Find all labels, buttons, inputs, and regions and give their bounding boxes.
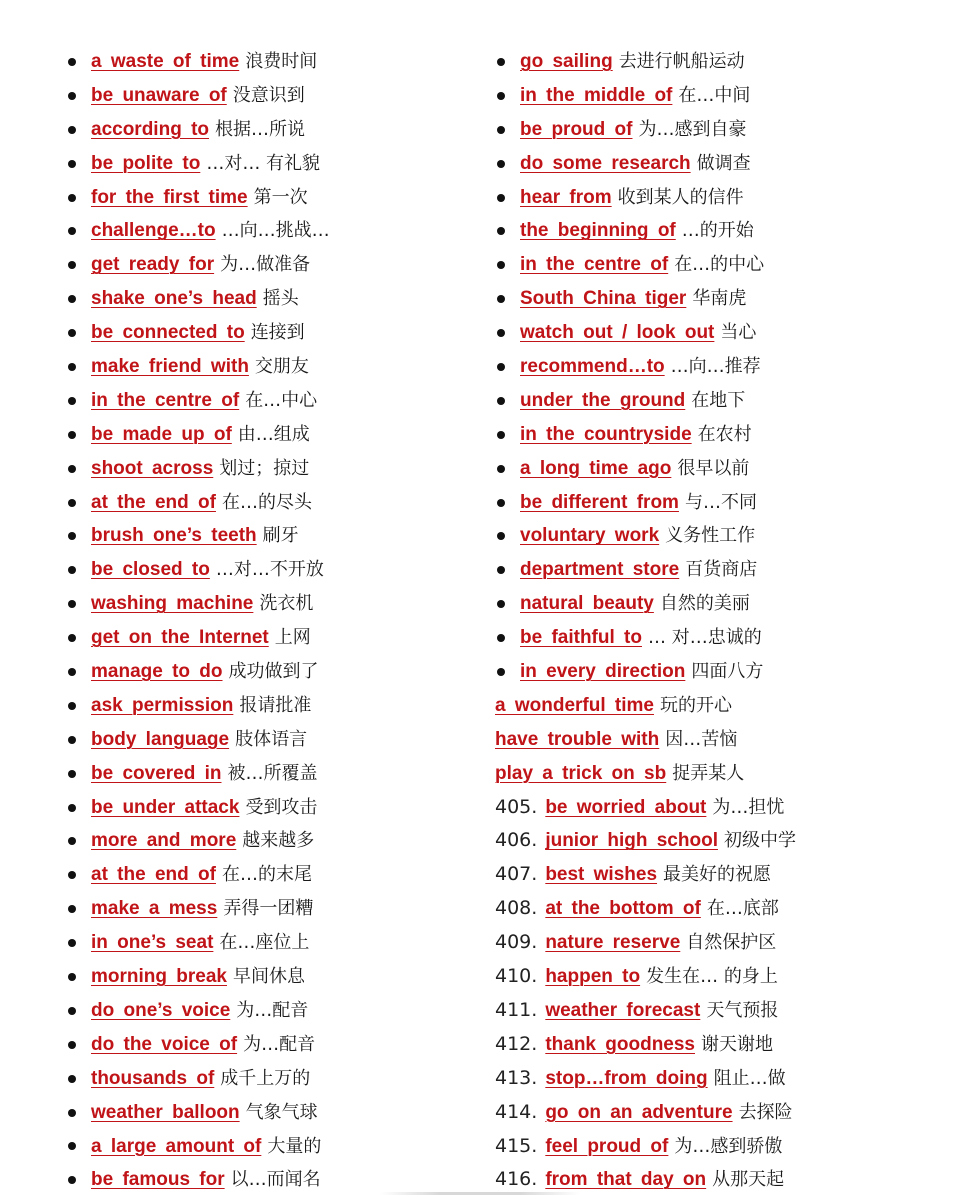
chinese-meaning: 谢天谢地: [701, 1033, 773, 1055]
english-phrase: watch out / look out: [520, 322, 715, 344]
english-phrase: happen to: [545, 966, 641, 988]
phrase-entry: [495, 757, 955, 791]
phrase-entry: [66, 486, 466, 520]
phrase-entry: [66, 316, 466, 350]
phrase-entry: [66, 181, 466, 215]
english-phrase: weather forecast: [545, 999, 701, 1021]
chinese-meaning: 早间休息: [232, 966, 305, 988]
english-phrase: South China tiger: [520, 288, 687, 310]
english-phrase: body language: [91, 728, 230, 750]
chinese-meaning: 很早以前: [677, 457, 750, 479]
bullet-icon: [497, 126, 505, 134]
english-phrase: morning break: [91, 966, 227, 988]
english-phrase: be closed to: [91, 559, 210, 581]
phrase-entry: [66, 723, 466, 757]
chinese-meaning: 去进行帆船运动: [618, 51, 745, 72]
english-phrase: from that day on: [545, 1169, 707, 1191]
chinese-meaning: 四面八方: [691, 661, 764, 683]
english-phrase: be covered in: [91, 762, 222, 784]
page-bottom-edge: [380, 1192, 580, 1195]
chinese-meaning: …对… 有礼貌: [206, 152, 321, 174]
chinese-meaning: 为…担忧: [712, 796, 785, 818]
bullet-icon: [68, 397, 76, 405]
chinese-meaning: 肢体语言: [235, 728, 308, 750]
chinese-meaning: 大量的: [267, 1135, 322, 1157]
bullet-icon: [497, 295, 505, 303]
chinese-meaning: 在…的尽头: [221, 491, 312, 513]
phrase-entry: [495, 147, 955, 181]
phrase-entry: [66, 384, 466, 418]
english-phrase: washing machine: [91, 593, 254, 615]
phrase-entry: [66, 113, 466, 147]
chinese-meaning: 自然保护区: [686, 932, 777, 954]
english-phrase: recommend…to: [520, 356, 665, 378]
english-phrase: do the voice of: [91, 1033, 238, 1055]
english-phrase: be unaware of: [91, 84, 227, 106]
entry-number: 405.: [495, 795, 538, 818]
chinese-meaning: 交朋友: [254, 356, 309, 378]
chinese-meaning: 报请批准: [239, 694, 312, 716]
phrase-entry: [495, 452, 955, 486]
chinese-meaning: 连接到: [250, 322, 305, 344]
english-phrase: in the centre of: [91, 389, 240, 411]
phrase-entry: [66, 45, 466, 79]
english-phrase: a long time ago: [520, 457, 672, 479]
phrase-entry: [495, 1028, 955, 1062]
phrase-entry: [495, 994, 955, 1028]
phrase-entry: [66, 147, 466, 181]
bullet-icon: [497, 227, 505, 235]
english-phrase: at the end of: [91, 491, 216, 513]
bullet-icon: [68, 871, 76, 879]
bullet-icon: [497, 261, 505, 269]
phrase-entry: [66, 1028, 466, 1062]
bullet-icon: [497, 329, 505, 337]
entry-number: 408.: [495, 897, 538, 920]
chinese-meaning: 成功做到了: [228, 661, 319, 683]
bullet-icon: [68, 532, 76, 540]
english-phrase: be faithful to: [520, 627, 642, 649]
left-phrase-list: [66, 45, 466, 1197]
phrase-entry: [66, 248, 466, 282]
chinese-meaning: 在地下: [691, 389, 746, 411]
phrase-entry: [495, 655, 955, 689]
bullet-icon: [68, 194, 76, 202]
chinese-meaning: 没意识到: [232, 84, 305, 106]
chinese-meaning: 气象气球: [245, 1101, 318, 1123]
chinese-meaning: 最美好的祝愿: [663, 864, 772, 886]
entry-number: 410.: [495, 965, 538, 988]
phrase-entry: [495, 926, 955, 960]
english-phrase: in the centre of: [520, 254, 669, 276]
english-phrase: nature reserve: [545, 932, 681, 954]
chinese-meaning: 当心: [720, 322, 757, 344]
entry-number: 409.: [495, 931, 538, 954]
chinese-meaning: 百货商店: [685, 559, 758, 581]
phrase-entry: [66, 418, 466, 452]
english-phrase: get ready for: [91, 254, 215, 276]
chinese-meaning: 由…组成: [237, 423, 310, 445]
chinese-meaning: 捉弄某人: [672, 762, 745, 784]
phrase-entry: [495, 214, 955, 248]
english-phrase: be proud of: [520, 118, 633, 140]
entry-number: 412.: [495, 1032, 538, 1055]
chinese-meaning: 刷牙: [262, 525, 299, 547]
chinese-meaning: 去探险: [738, 1101, 793, 1123]
bullet-icon: [497, 532, 505, 540]
chinese-meaning: 越来越多: [242, 830, 315, 852]
phrase-entry: [66, 892, 466, 926]
entry-number: 414.: [495, 1100, 538, 1123]
bullet-icon: [68, 1075, 76, 1083]
entry-number: 411.: [495, 998, 538, 1021]
phrase-entry: [495, 113, 955, 147]
phrase-entry: [66, 824, 466, 858]
bullet-icon: [497, 634, 505, 642]
bullet-icon: [68, 465, 76, 473]
phrase-entry: [495, 723, 955, 757]
chinese-meaning: 天气预报: [706, 999, 779, 1021]
english-phrase: have trouble with: [495, 728, 660, 750]
phrase-entry: [495, 587, 955, 621]
phrase-entry: [66, 79, 466, 113]
chinese-meaning: …的开始: [681, 220, 754, 242]
bullet-icon: [497, 397, 505, 405]
chinese-meaning: 在…座位上: [219, 932, 310, 954]
english-phrase: go on an adventure: [545, 1101, 733, 1123]
phrase-entry: [66, 960, 466, 994]
chinese-meaning: 为…配音: [243, 1033, 316, 1055]
chinese-meaning: 在…中间: [678, 84, 751, 106]
phrase-entry: [495, 553, 955, 587]
bullet-icon: [68, 804, 76, 812]
phrase-entry: [66, 553, 466, 587]
phrase-entry: [66, 350, 466, 384]
bullet-icon: [68, 770, 76, 778]
english-phrase: in one’s seat: [91, 932, 214, 954]
chinese-meaning: 因…苦恼: [665, 728, 738, 750]
bullet-icon: [68, 939, 76, 947]
phrase-entry: [66, 282, 466, 316]
english-phrase: hear from: [520, 186, 612, 208]
chinese-meaning: 玩的开心: [659, 694, 732, 716]
chinese-meaning: 初级中学: [723, 830, 796, 852]
chinese-meaning: 为…做准备: [220, 254, 311, 276]
english-phrase: at the end of: [91, 864, 216, 886]
english-phrase: be polite to: [91, 152, 201, 174]
bullet-icon: [68, 566, 76, 574]
chinese-meaning: 根据…所说: [215, 118, 306, 140]
phrase-entry: [495, 824, 955, 858]
phrase-entry: [495, 689, 955, 723]
phrase-entry: [495, 248, 955, 282]
phrase-entry: [495, 1062, 955, 1096]
phrase-entry: [66, 519, 466, 553]
chinese-meaning: 为…感到自豪: [638, 118, 747, 140]
chinese-meaning: 收到某人的信件: [617, 186, 744, 208]
english-phrase: the beginning of: [520, 220, 676, 242]
english-phrase: according to: [91, 118, 210, 140]
chinese-meaning: 第一次: [253, 186, 308, 208]
bullet-icon: [68, 295, 76, 303]
right-phrase-list: [495, 45, 955, 1197]
phrase-entry: [66, 689, 466, 723]
chinese-meaning: 受到攻击: [245, 796, 318, 818]
english-phrase: play a trick on sb: [495, 762, 667, 784]
bullet-icon: [68, 431, 76, 439]
english-phrase: make a mess: [91, 898, 218, 920]
chinese-meaning: 上网: [274, 627, 311, 649]
chinese-meaning: …向…推荐: [670, 356, 761, 378]
english-phrase: be worried about: [545, 796, 707, 818]
chinese-meaning: 华南虎: [692, 288, 747, 310]
bullet-icon: [68, 668, 76, 676]
bullet-icon: [497, 58, 505, 66]
chinese-meaning: 自然的美丽: [659, 593, 750, 615]
chinese-meaning: 成千上万的: [220, 1067, 311, 1089]
bullet-icon: [68, 160, 76, 168]
chinese-meaning: 被…所覆盖: [227, 762, 318, 784]
phrase-entry: [495, 960, 955, 994]
phrase-entry: [495, 282, 955, 316]
bullet-icon: [497, 160, 505, 168]
english-phrase: natural beauty: [520, 593, 654, 615]
bullet-icon: [68, 58, 76, 66]
phrase-entry: [66, 1096, 466, 1130]
bullet-icon: [497, 499, 505, 507]
phrase-entry: [66, 655, 466, 689]
phrase-entry: [66, 858, 466, 892]
bullet-icon: [68, 973, 76, 981]
bullet-icon: [68, 261, 76, 269]
bullet-icon: [68, 1041, 76, 1049]
phrase-entry: [495, 418, 955, 452]
bullet-icon: [68, 92, 76, 100]
bullet-icon: [497, 668, 505, 676]
english-phrase: under the ground: [520, 389, 686, 411]
entry-number: 406.: [495, 829, 538, 852]
chinese-meaning: …对…不开放: [215, 559, 324, 581]
bullet-icon: [68, 499, 76, 507]
english-phrase: brush one’s teeth: [91, 525, 257, 547]
bullet-icon: [497, 363, 505, 371]
english-phrase: best wishes: [545, 864, 658, 886]
english-phrase: shoot across: [91, 457, 214, 479]
english-phrase: ask permission: [91, 694, 234, 716]
english-phrase: do some research: [520, 152, 691, 174]
english-phrase: department store: [520, 559, 680, 581]
bullet-icon: [497, 431, 505, 439]
chinese-meaning: 浪费时间: [245, 51, 318, 72]
chinese-meaning: 在…底部: [706, 898, 779, 920]
bullet-icon: [68, 363, 76, 371]
phrase-entry: [495, 791, 955, 825]
phrase-entry: [66, 1130, 466, 1164]
chinese-meaning: 阻止…做: [713, 1067, 786, 1089]
english-phrase: weather balloon: [91, 1101, 240, 1123]
english-phrase: get on the Internet: [91, 627, 269, 649]
english-phrase: thank goodness: [545, 1033, 695, 1055]
english-phrase: challenge…to: [91, 220, 216, 242]
phrase-entry: [495, 892, 955, 926]
chinese-meaning: 弄得一团糟: [223, 898, 314, 920]
chinese-meaning: 在…的中心: [674, 254, 765, 276]
phrase-entry: [495, 350, 955, 384]
english-phrase: do one’s voice: [91, 999, 231, 1021]
english-phrase: be connected to: [91, 322, 245, 344]
chinese-meaning: 在农村: [697, 423, 752, 445]
chinese-meaning: 在…的末尾: [221, 864, 312, 886]
english-phrase: junior high school: [545, 830, 718, 852]
english-phrase: a waste of time: [91, 51, 240, 72]
english-phrase: a large amount of: [91, 1135, 262, 1157]
phrase-entry: [495, 486, 955, 520]
phrase-entry: [66, 621, 466, 655]
bullet-icon: [68, 634, 76, 642]
bullet-icon: [68, 905, 76, 913]
chinese-meaning: 洗衣机: [259, 593, 314, 615]
phrase-entry: [66, 214, 466, 248]
bullet-icon: [68, 1109, 76, 1117]
bullet-icon: [497, 600, 505, 608]
english-phrase: thousands of: [91, 1067, 215, 1089]
english-phrase: in every direction: [520, 661, 686, 683]
english-phrase: be different from: [520, 491, 679, 513]
entry-number: 416.: [495, 1168, 538, 1191]
chinese-meaning: … 对…忠诚的: [647, 627, 762, 649]
chinese-meaning: 为…感到骄傲: [674, 1135, 783, 1157]
chinese-meaning: 摇头: [262, 288, 299, 310]
english-phrase: make friend with: [91, 356, 249, 378]
bullet-icon: [68, 600, 76, 608]
english-phrase: a wonderful time: [495, 694, 654, 716]
phrase-entry: [66, 587, 466, 621]
phrase-entry: [66, 791, 466, 825]
phrase-entry: [495, 519, 955, 553]
chinese-meaning: …向…挑战…: [221, 220, 330, 242]
phrase-entry: [66, 926, 466, 960]
bullet-icon: [497, 194, 505, 202]
entry-number: 413.: [495, 1066, 538, 1089]
chinese-meaning: 在…中心: [245, 389, 318, 411]
phrase-entry: [495, 384, 955, 418]
bullet-icon: [68, 837, 76, 845]
phrase-entry: [495, 1096, 955, 1130]
phrase-entry: [66, 994, 466, 1028]
chinese-meaning: 为…配音: [236, 999, 309, 1021]
english-phrase: feel proud of: [545, 1135, 669, 1157]
english-phrase: be made up of: [91, 423, 232, 445]
english-phrase: voluntary work: [520, 525, 660, 547]
english-phrase: in the middle of: [520, 84, 673, 106]
chinese-meaning: 划过；掠过: [219, 457, 310, 479]
english-phrase: manage to do: [91, 661, 223, 683]
chinese-meaning: 发生在… 的身上: [646, 966, 778, 988]
bullet-icon: [497, 465, 505, 473]
bullet-icon: [68, 1142, 76, 1150]
bullet-icon: [68, 1176, 76, 1184]
english-phrase: more and more: [91, 830, 237, 852]
bullet-icon: [68, 227, 76, 235]
chinese-meaning: 做调查: [696, 152, 751, 174]
english-phrase: shake one’s head: [91, 288, 257, 310]
chinese-meaning: 与…不同: [684, 491, 757, 513]
phrase-entry: [495, 181, 955, 215]
chinese-meaning: 以…而闻名: [230, 1169, 321, 1191]
phrase-entry: [495, 45, 955, 79]
bullet-icon: [68, 126, 76, 134]
phrase-entry: [66, 452, 466, 486]
phrase-entry: [495, 316, 955, 350]
english-phrase: be famous for: [91, 1169, 225, 1191]
chinese-meaning: 从那天起: [712, 1169, 785, 1191]
phrase-entry: [495, 621, 955, 655]
phrase-entry: [66, 757, 466, 791]
phrase-entry: [495, 79, 955, 113]
english-phrase: go sailing: [520, 51, 613, 72]
entry-number: 407.: [495, 863, 538, 886]
bullet-icon: [497, 92, 505, 100]
bullet-icon: [68, 736, 76, 744]
phrase-entry: [66, 1062, 466, 1096]
bullet-icon: [68, 1007, 76, 1015]
phrase-entry: [495, 858, 955, 892]
bullet-icon: [68, 702, 76, 710]
english-phrase: be under attack: [91, 796, 240, 818]
bullet-icon: [68, 329, 76, 337]
phrase-entry: [495, 1130, 955, 1164]
chinese-meaning: 义务性工作: [665, 525, 756, 547]
bullet-icon: [497, 566, 505, 574]
entry-number: 415.: [495, 1134, 538, 1157]
english-phrase: for the first time: [91, 186, 248, 208]
english-phrase: stop…from doing: [545, 1067, 708, 1089]
english-phrase: in the countryside: [520, 423, 692, 445]
english-phrase: at the bottom of: [545, 898, 701, 920]
